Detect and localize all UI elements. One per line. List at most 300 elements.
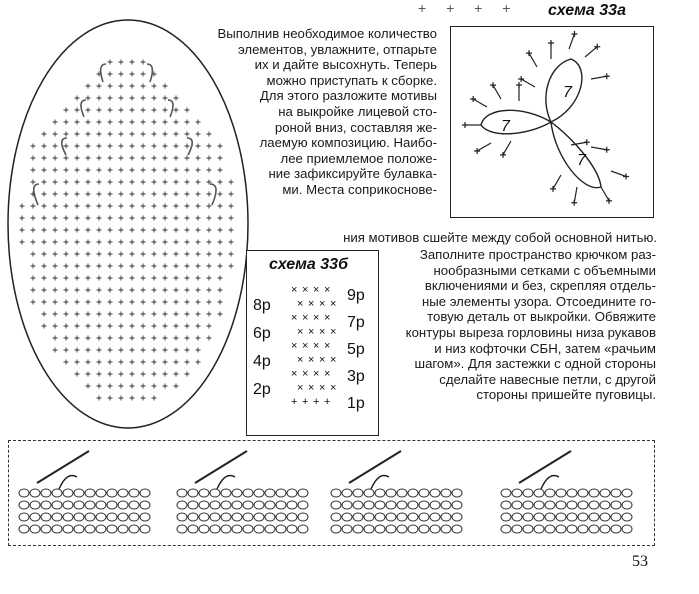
loop xyxy=(600,501,610,509)
stitch-cross xyxy=(526,50,532,56)
stitch-mark xyxy=(141,336,146,341)
stitch-mark xyxy=(174,264,179,269)
stitch-x: × xyxy=(302,285,309,296)
stitch-mark xyxy=(108,252,113,257)
stitch-mark xyxy=(75,348,80,353)
stitch-mark xyxy=(86,252,91,257)
stitch-mark xyxy=(130,228,135,233)
stitch-mark xyxy=(185,372,190,377)
text-line: и низ кофточки СБН, затем «рачьим xyxy=(434,340,656,356)
stitch-mark xyxy=(207,288,212,293)
stitch-mark xyxy=(130,180,135,185)
stitch-mark xyxy=(141,324,146,329)
loop xyxy=(140,501,150,509)
loop xyxy=(74,489,84,497)
stitch-x: × xyxy=(297,298,304,310)
stitch-x: × xyxy=(319,326,326,338)
stitch-spike xyxy=(585,47,597,57)
stitch-mark xyxy=(185,252,190,257)
stitch-mark xyxy=(218,240,223,245)
stitch-mark xyxy=(75,240,80,245)
stitch-mark xyxy=(196,216,201,221)
loop xyxy=(353,501,363,509)
schema-b-right-rows xyxy=(347,287,365,422)
text-line: сделайте навесные петли, с другой xyxy=(439,371,656,387)
stitch-mark xyxy=(75,300,80,305)
stitch-mark xyxy=(86,96,91,101)
stitch-mark xyxy=(64,348,69,353)
stitch-mark xyxy=(75,264,80,269)
crochet-hook xyxy=(37,451,89,483)
stitch-mark xyxy=(152,396,157,401)
stitch-mark xyxy=(53,192,58,197)
stitch-x: × xyxy=(330,298,337,310)
loop xyxy=(243,489,253,497)
stitch-cross xyxy=(490,82,496,88)
stitch-mark xyxy=(31,240,36,245)
stitch-x: × xyxy=(313,368,320,380)
stitch-mark xyxy=(185,324,190,329)
row-label: 6р xyxy=(253,325,271,342)
stitch-mark xyxy=(207,300,212,305)
loop xyxy=(578,513,588,521)
stitch-mark xyxy=(108,96,113,101)
row-label: 7р xyxy=(347,314,365,331)
stitch-cross xyxy=(550,186,556,192)
loop xyxy=(177,501,187,509)
stitch-mark xyxy=(141,84,146,89)
loop xyxy=(501,489,511,497)
stitch-mark xyxy=(75,108,80,113)
loop xyxy=(512,513,522,521)
loop xyxy=(611,501,621,509)
stitch-mark xyxy=(152,204,157,209)
loop xyxy=(107,525,117,533)
loop xyxy=(419,501,429,509)
row-label: 8р xyxy=(253,297,271,314)
stitch-x: × xyxy=(330,354,337,366)
loop xyxy=(534,525,544,533)
stitch-mark xyxy=(53,144,58,149)
stitch-mark xyxy=(31,252,36,257)
loop xyxy=(600,513,610,521)
stitch-x: × xyxy=(291,368,298,380)
stitch-mark xyxy=(97,384,102,389)
loop xyxy=(19,501,29,509)
stitch-mark xyxy=(152,276,157,281)
stitch-mark xyxy=(97,132,102,137)
stitch-mark xyxy=(53,156,58,161)
text-line: шагом». Для застежки с одной стороны xyxy=(414,356,656,372)
stitch-mark xyxy=(130,204,135,209)
stitch-mark xyxy=(163,216,168,221)
stitch-mark xyxy=(152,192,157,197)
stitch-mark xyxy=(97,204,102,209)
stitch-mark xyxy=(86,192,91,197)
stitch-mark xyxy=(42,228,47,233)
stitch-mark xyxy=(130,120,135,125)
stitch-mark xyxy=(53,240,58,245)
loop xyxy=(254,501,264,509)
stitch-mark xyxy=(130,72,135,77)
stitch-mark xyxy=(53,168,58,173)
loop xyxy=(30,489,40,497)
loop xyxy=(556,525,566,533)
stitch-mark xyxy=(119,120,124,125)
loop xyxy=(611,525,621,533)
text-line: на выкройке лицевой сто- xyxy=(278,103,437,119)
loop xyxy=(265,489,275,497)
stitch-mark xyxy=(97,300,102,305)
stitch-mark xyxy=(31,288,36,293)
loop xyxy=(578,525,588,533)
stitch-spike xyxy=(493,85,501,99)
stitch-cross xyxy=(606,198,612,204)
stitch-mark xyxy=(53,252,58,257)
loop xyxy=(534,501,544,509)
stitch-mark xyxy=(64,288,69,293)
stitch-mark xyxy=(152,168,157,173)
loop xyxy=(232,525,242,533)
crochet-hook xyxy=(349,451,401,483)
stitch-mark xyxy=(97,348,102,353)
stitch-mark xyxy=(119,96,124,101)
loop xyxy=(30,513,40,521)
loop xyxy=(556,489,566,497)
loop xyxy=(419,525,429,533)
loop xyxy=(129,513,139,521)
stitch-mark xyxy=(207,216,212,221)
loop xyxy=(287,513,297,521)
stitch-mark xyxy=(42,276,47,281)
stitch-mark xyxy=(152,252,157,257)
stitch-mark xyxy=(108,240,113,245)
stitch-mark xyxy=(108,288,113,293)
technique-panel xyxy=(177,451,308,533)
stitch-cross xyxy=(474,148,480,154)
stitch-mark xyxy=(163,384,168,389)
stitch-mark xyxy=(86,120,91,125)
stitch-mark xyxy=(141,180,146,185)
loop xyxy=(276,489,286,497)
stitch-mark xyxy=(185,288,190,293)
text-line: ние зафиксируйте булавка- xyxy=(268,166,437,182)
loop xyxy=(534,489,544,497)
stitch-mark xyxy=(130,336,135,341)
loop xyxy=(85,525,95,533)
stitch-mark xyxy=(174,252,179,257)
loop xyxy=(342,513,352,521)
stitch-mark xyxy=(75,180,80,185)
stitch-mark xyxy=(163,228,168,233)
stitch-mark xyxy=(64,252,69,257)
stitch-mark xyxy=(97,228,102,233)
stitch-mark xyxy=(163,288,168,293)
stitch-mark xyxy=(53,228,58,233)
stitch-mark xyxy=(108,84,113,89)
stitch-mark xyxy=(31,264,36,269)
stitch-mark xyxy=(53,312,58,317)
text-line: лаемую композицию. Наибо- xyxy=(259,135,437,151)
stitch-mark xyxy=(119,264,124,269)
stitch-mark xyxy=(53,120,58,125)
stitch-mark xyxy=(174,336,179,341)
loop xyxy=(441,513,451,521)
stitch-mark xyxy=(119,84,124,89)
stitch-mark xyxy=(53,180,58,185)
loop xyxy=(298,489,308,497)
stitch-mark xyxy=(152,336,157,341)
stitch-mark xyxy=(64,192,69,197)
stitch-x: × xyxy=(313,285,320,296)
loop xyxy=(534,513,544,521)
stitch-mark xyxy=(119,168,124,173)
loop xyxy=(622,501,632,509)
stitch-mark xyxy=(130,384,135,389)
stitch-mark xyxy=(130,312,135,317)
loop xyxy=(265,501,275,509)
stitch-spike xyxy=(477,143,491,151)
stitch-cross xyxy=(571,31,577,37)
stitch-mark xyxy=(141,108,146,113)
loop xyxy=(397,501,407,509)
loop xyxy=(452,501,462,509)
stitch-mark xyxy=(152,144,157,149)
stitch-mark xyxy=(130,192,135,197)
stitch-mark xyxy=(196,252,201,257)
stitch-mark xyxy=(42,264,47,269)
stitch-mark xyxy=(97,336,102,341)
stitch-mark xyxy=(119,336,124,341)
stitch-mark xyxy=(130,132,135,137)
loop xyxy=(177,525,187,533)
stitch-mark xyxy=(97,120,102,125)
stitch-mark xyxy=(196,228,201,233)
stitch-mark xyxy=(152,360,157,365)
stitch-mark xyxy=(119,384,124,389)
stitch-mark xyxy=(64,156,69,161)
stitch-mark xyxy=(108,336,113,341)
stitch-mark xyxy=(130,396,135,401)
loop xyxy=(298,513,308,521)
loop xyxy=(512,501,522,509)
loop xyxy=(85,501,95,509)
stitch-mark xyxy=(185,240,190,245)
stitch-x: + xyxy=(291,396,298,408)
stitch-mark xyxy=(141,372,146,377)
stitch-mark xyxy=(75,252,80,257)
stitch-mark xyxy=(31,204,36,209)
loop xyxy=(254,525,264,533)
stitch-mark xyxy=(64,312,69,317)
stitch-mark xyxy=(130,288,135,293)
row-label: 3р xyxy=(347,368,365,385)
stitch-mark xyxy=(53,336,58,341)
loop xyxy=(254,513,264,521)
stitch-mark xyxy=(75,192,80,197)
loop xyxy=(375,525,385,533)
technique-panel xyxy=(331,451,462,533)
stitch-mark xyxy=(31,216,36,221)
loop xyxy=(556,501,566,509)
stitch-mark xyxy=(141,240,146,245)
stitch-mark xyxy=(86,324,91,329)
stitch-mark xyxy=(141,132,146,137)
loop xyxy=(107,501,117,509)
stitch-mark xyxy=(174,288,179,293)
stitch-mark xyxy=(108,132,113,137)
loop xyxy=(375,501,385,509)
stitch-mark xyxy=(207,240,212,245)
loop xyxy=(567,525,577,533)
stitch-mark xyxy=(86,264,91,269)
loop xyxy=(221,501,231,509)
loop xyxy=(243,525,253,533)
stitch-mark xyxy=(64,264,69,269)
stitch-mark xyxy=(207,276,212,281)
stitch-mark xyxy=(108,192,113,197)
loop xyxy=(397,525,407,533)
stitch-mark xyxy=(163,240,168,245)
stitch-mark xyxy=(119,372,124,377)
loop xyxy=(52,513,62,521)
stitch-mark xyxy=(163,324,168,329)
loop xyxy=(364,489,374,497)
stitch-cross xyxy=(516,82,522,88)
stitch-mark xyxy=(130,96,135,101)
schema-a-title: схема 33а xyxy=(548,2,626,19)
loop xyxy=(243,513,253,521)
loop xyxy=(85,513,95,521)
loop xyxy=(276,525,286,533)
loop xyxy=(331,513,341,521)
loop xyxy=(232,513,242,521)
stitch-mark xyxy=(42,300,47,305)
loop xyxy=(397,489,407,497)
loop xyxy=(118,513,128,521)
stitch-mark xyxy=(185,300,190,305)
stitch-mark xyxy=(108,144,113,149)
text-line: товую деталь от выкройки. Обвяжите xyxy=(427,309,656,325)
technique-panel xyxy=(501,451,632,533)
stitch-cross xyxy=(584,139,590,145)
loop xyxy=(19,525,29,533)
stitch-mark xyxy=(75,228,80,233)
loop xyxy=(287,501,297,509)
stitch-mark xyxy=(196,348,201,353)
stitch-x: + xyxy=(302,396,309,408)
text-line: Выполнив необходимое количество xyxy=(217,26,437,41)
stitch-mark xyxy=(119,228,124,233)
loop xyxy=(63,501,73,509)
loop xyxy=(177,513,187,521)
stitch-mark xyxy=(163,276,168,281)
stitch-mark xyxy=(97,312,102,317)
stitch-mark xyxy=(86,204,91,209)
loop xyxy=(52,501,62,509)
stitch-mark xyxy=(141,288,146,293)
stitch-mark xyxy=(207,252,212,257)
stitch-mark xyxy=(75,216,80,221)
stitch-mark xyxy=(64,360,69,365)
page-number: 53 xyxy=(632,553,648,570)
stitch-mark xyxy=(119,276,124,281)
loop xyxy=(523,513,533,521)
stitch-spike xyxy=(521,79,535,87)
loop xyxy=(74,513,84,521)
stitch-mark xyxy=(174,324,179,329)
stitch-mark xyxy=(152,120,157,125)
stitch-mark xyxy=(141,192,146,197)
stitch-mark xyxy=(31,276,36,281)
stitch-mark xyxy=(86,384,91,389)
stitch-mark xyxy=(64,276,69,281)
text-line: контуры выреза горловины низа рукавов xyxy=(405,324,656,340)
stitch-mark xyxy=(75,360,80,365)
loop xyxy=(63,513,73,521)
stitch-mark xyxy=(75,156,80,161)
loop xyxy=(545,513,555,521)
text-line: Заполните пространство крючком раз- xyxy=(419,247,656,262)
loop xyxy=(342,501,352,509)
loop xyxy=(512,489,522,497)
stitch-mark xyxy=(163,300,168,305)
loop xyxy=(364,525,374,533)
stitch-mark xyxy=(53,204,58,209)
row-label: 2р xyxy=(253,381,271,398)
loop xyxy=(52,489,62,497)
loop xyxy=(221,513,231,521)
stitch-mark xyxy=(141,96,146,101)
loop xyxy=(430,501,440,509)
schema-b-left-rows xyxy=(253,297,271,409)
stitch-mark xyxy=(119,108,124,113)
loop xyxy=(63,525,73,533)
stitch-mark xyxy=(75,336,80,341)
stitch-mark xyxy=(119,72,124,77)
stitch-mark xyxy=(141,156,146,161)
loop xyxy=(298,525,308,533)
stitch-mark xyxy=(75,132,80,137)
stitch-x: × xyxy=(324,312,331,324)
stitch-mark xyxy=(174,228,179,233)
loop xyxy=(622,489,632,497)
loop xyxy=(199,513,209,521)
loop xyxy=(199,525,209,533)
loop xyxy=(129,489,139,497)
stitch-mark xyxy=(97,396,102,401)
stitch-mark xyxy=(119,192,124,197)
stitch-mark xyxy=(108,72,113,77)
loop xyxy=(41,489,51,497)
loop xyxy=(545,525,555,533)
loop xyxy=(41,501,51,509)
loop xyxy=(85,489,95,497)
stitch-cross xyxy=(604,73,610,79)
loop xyxy=(331,525,341,533)
stitch-mark xyxy=(130,372,135,377)
loop xyxy=(107,489,117,497)
loop xyxy=(545,489,555,497)
stitch-mark xyxy=(196,336,201,341)
paragraph-assembly-last-line: ния мотивов сшейте между собой основной нитью. xyxy=(343,230,657,245)
stitch-mark xyxy=(196,360,201,365)
stitch-mark xyxy=(152,372,157,377)
loop xyxy=(622,525,632,533)
stitch-x: × xyxy=(308,354,315,366)
stitch-mark xyxy=(108,360,113,365)
stitch-mark xyxy=(64,228,69,233)
